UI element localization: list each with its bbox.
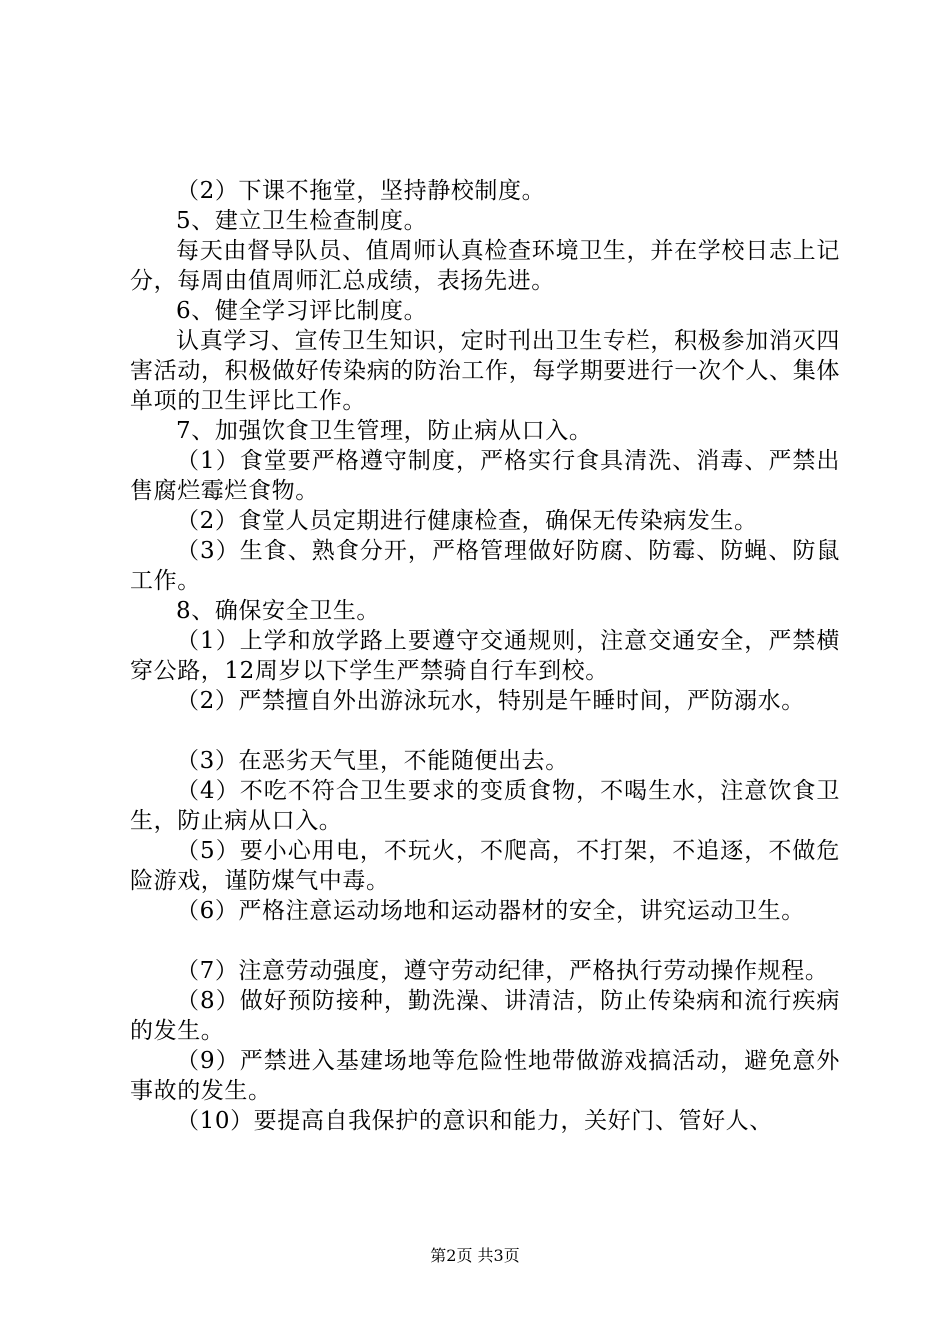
- page-number-footer: 第2页 共3页: [430, 1246, 520, 1265]
- document-body: [130, 176, 840, 1136]
- paragraph: （1）上学和放学路上要遵守交通规则，注意交通安全，严禁横穿公路，12周岁以下学生严禁骑自行车到校。: [130, 628, 840, 684]
- paragraph: （9）严禁进入基建场地等危险性地带做游戏搞活动，避免意外事故的发生。: [130, 1048, 840, 1104]
- section-heading: 5、建立卫生检查制度。: [176, 208, 428, 234]
- paragraph: （3）在恶劣天气里，不能随便出去。: [176, 748, 569, 774]
- paragraph: （5）要小心用电，不玩火，不爬高，不打架，不追逐，不做危险游戏，谨防煤气中毒。: [130, 838, 840, 894]
- paragraph: （2）严禁擅自外出游泳玩水，特别是午睡时间，严防溺水。: [176, 688, 805, 714]
- paragraph: （2）下课不拖堂，坚持静校制度。: [176, 178, 546, 204]
- paragraph: （8）做好预防接种，勤洗澡、讲清洁，防止传染病和流行疾病的发生。: [130, 988, 840, 1044]
- paragraph: （7）注意劳动强度，遵守劳动纪律，严格执行劳动操作规程。: [176, 958, 829, 984]
- paragraph: （2）食堂人员定期进行健康检查，确保无传染病发生。: [176, 508, 758, 534]
- paragraph: （1）食堂要严格遵守制度，严格实行食具清洗、消毒、严禁出售腐烂霉烂食物。: [130, 448, 840, 504]
- section-heading: 8、确保安全卫生。: [176, 598, 381, 624]
- section-heading: 6、健全学习评比制度。: [176, 298, 428, 324]
- paragraph: （3）生食、熟食分开，严格管理做好防腐、防霉、防蝇、防鼠工作。: [130, 538, 840, 594]
- paragraph: 认真学习、宣传卫生知识，定时刊出卫生专栏，积极参加消灭四害活动，积极做好传染病的防治工作，每学期要进行一次个人、集体单项的卫生评比工作。: [130, 328, 840, 414]
- paragraph: 每天由督导队员、值周师认真检查环境卫生，并在学校日志上记分，每周由值周师汇总成绩，表扬先进。: [130, 238, 840, 294]
- paragraph: （6）严格注意运动场地和运动器材的安全，讲究运动卫生。: [176, 898, 805, 924]
- section-heading: 7、加强饮食卫生管理，防止病从口入。: [176, 418, 593, 444]
- paragraph: （4）不吃不符合卫生要求的变质食物，不喝生水，注意饮食卫生，防止病从口入。: [130, 778, 840, 834]
- paragraph: （10）要提高自我保护的意识和能力，关好门、管好人、: [176, 1108, 773, 1134]
